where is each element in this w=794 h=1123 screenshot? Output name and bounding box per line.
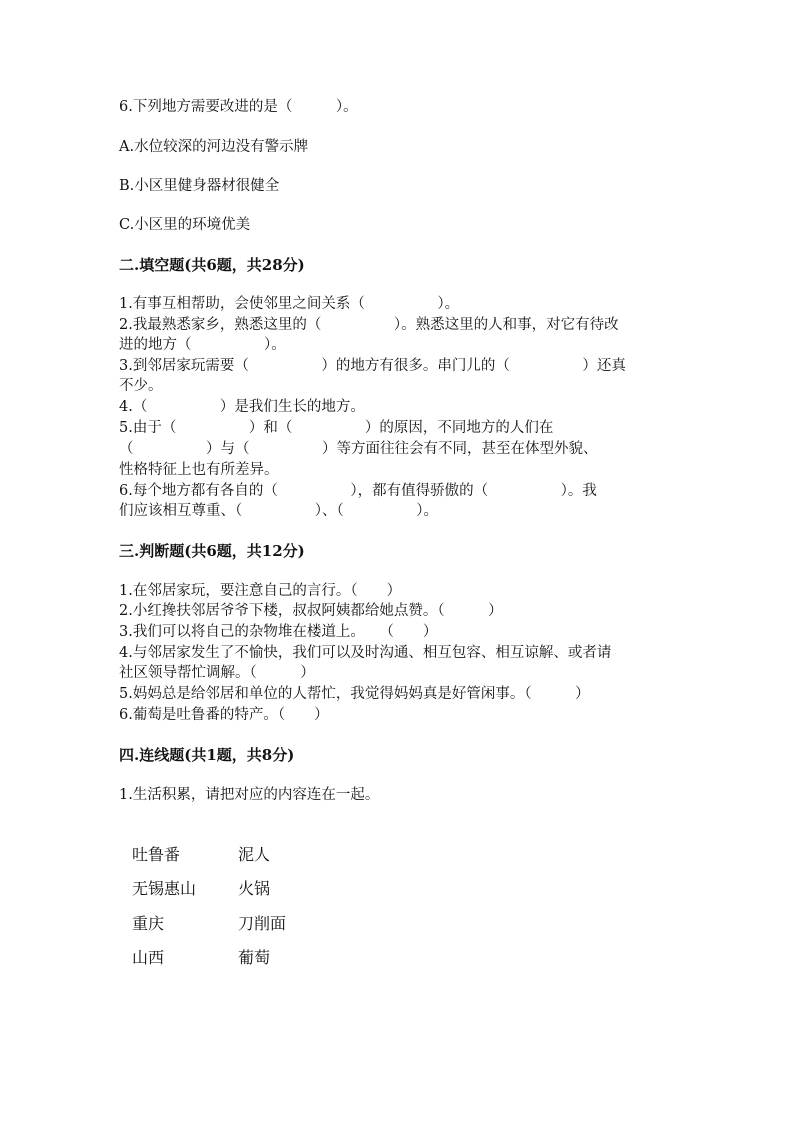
fill-line: 4.（ ）是我们生长的地方。 — [119, 399, 365, 415]
option-b: B.小区里健身器材很健全 — [119, 178, 280, 194]
fill-line: 不少。 — [119, 378, 163, 394]
fill-line: 进的地方（ ）。 — [119, 337, 286, 353]
option-c: C.小区里的环境优美 — [119, 217, 251, 233]
match-left-item: 吐鲁番 — [132, 845, 181, 864]
section-3-heading: 三.判断题(共6题，共12分) — [119, 542, 305, 560]
fill-line: 们应该相互尊重、（ ）、（ ）。 — [119, 503, 438, 519]
fill-line: 3.到邻居家玩需要（ ）的地方有很多。串门儿的（ ）还真 — [119, 358, 626, 374]
section-2-heading: 二.填空题(共6题，共28分) — [119, 256, 305, 274]
judge-line: 社区领导帮忙调解。（ ） — [119, 665, 315, 681]
option-a: A.水位较深的河边没有警示牌 — [119, 139, 309, 155]
fill-line: 性格特征上也有所差异。 — [119, 462, 279, 478]
match-left-item: 无锡惠山 — [132, 879, 197, 898]
fill-line: 6.每个地方都有各自的（ ），都有值得骄傲的（ ）。我 — [119, 483, 597, 499]
match-right-item: 葡萄 — [238, 948, 271, 967]
match-left-item: 山西 — [132, 948, 165, 967]
match-left-item: 重庆 — [132, 914, 165, 933]
fill-line: （ ）与（ ）等方面往往会有不同，甚至在体型外貌、 — [119, 441, 598, 457]
fill-line: 1.有事互相帮助，会使邻里之间关系（ ）。 — [119, 296, 460, 312]
section-4-heading: 四.连线题(共1题，共8分) — [119, 746, 295, 764]
judge-line: 3.我们可以将自己的杂物堆在楼道上。 （ ） — [119, 624, 438, 640]
judge-line: 5.妈妈总是给邻居和单位的人帮忙，我觉得妈妈真是好管闲事。（ ） — [119, 686, 590, 702]
question-6-stem: 6.下列地方需要改进的是（ ）。 — [119, 99, 358, 115]
match-right-item: 刀削面 — [238, 914, 287, 933]
judge-line: 4.与邻居家发生了不愉快，我们可以及时沟通、相互包容、相互谅解、或者请 — [119, 645, 612, 661]
fill-line: 5.由于（ ）和（ ）的原因，不同地方的人们在 — [119, 420, 554, 436]
match-right-item: 泥人 — [238, 845, 271, 864]
match-right-item: 火锅 — [238, 879, 271, 898]
judge-line: 2.小红搀扶邻居爷爷下楼，叔叔阿姨都给她点赞。（ ） — [119, 603, 503, 619]
judge-line: 6.葡萄是吐鲁番的特产。（ ） — [119, 707, 329, 723]
fill-line: 2.我最熟悉家乡，熟悉这里的（ ）。熟悉这里的人和事，对它有待改 — [119, 317, 619, 333]
judge-line: 1.在邻居家玩，要注意自己的言行。（ ） — [119, 583, 402, 599]
matching-question: 1.生活积累，请把对应的内容连在一起。 — [119, 787, 380, 803]
